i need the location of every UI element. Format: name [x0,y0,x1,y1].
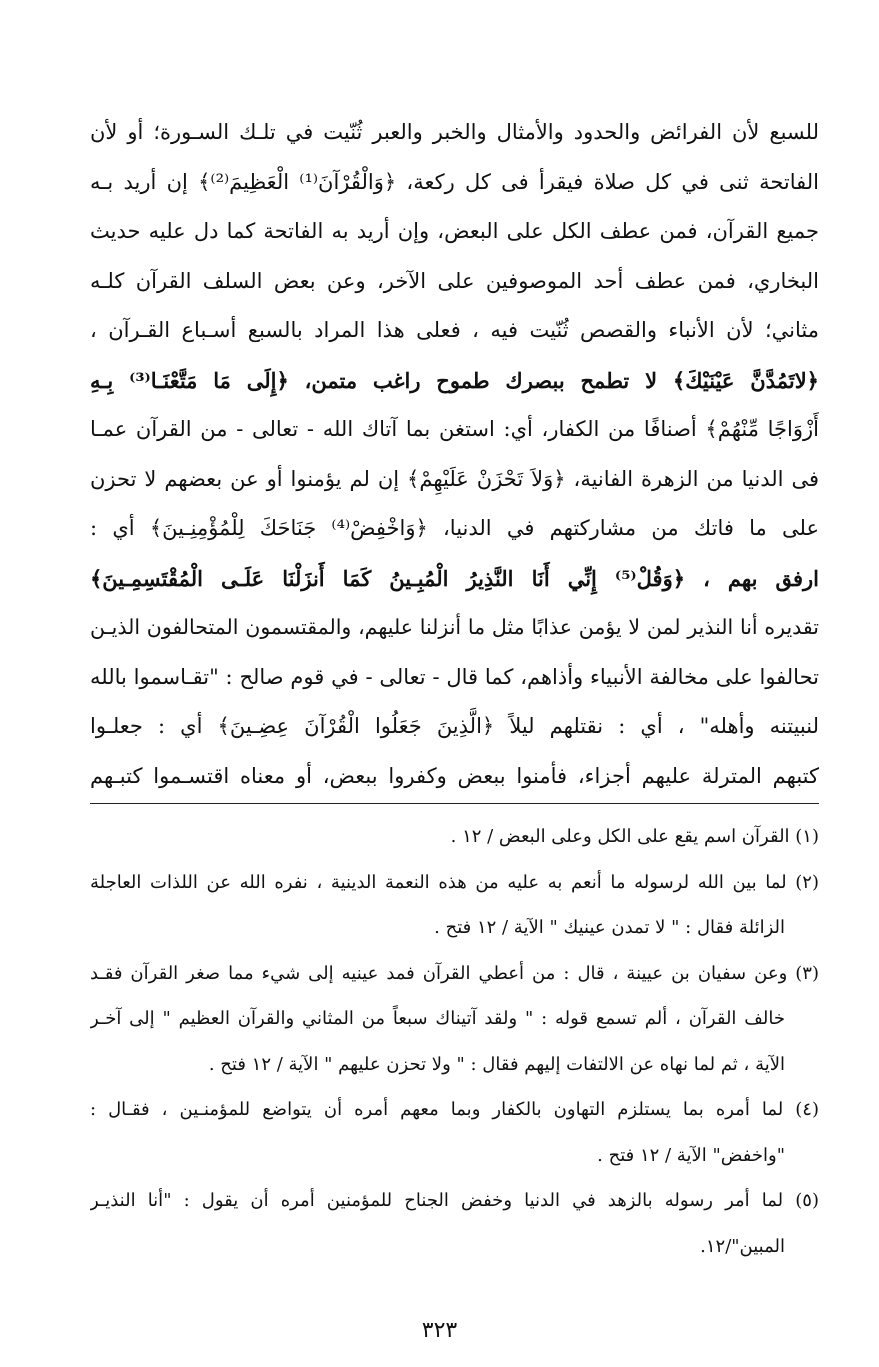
text-line: جميع القرآن، فمن عطف الكل على البعض، وإن أريد به الفاتحة كما دل عليه حديث [90,219,819,243]
text-line: ﴿لاتَمُدَّنَّ عَيْنَيْكَ﴾ لا تطمح ببصرك طموح راغب متمن، ﴿إِلَى مَا مَتَّعْنَـا⁽³⁾ بِـهِ [90,367,819,393]
text-line: ارفق بهم ، ﴿وَقُلْ⁽⁵⁾ إِنِّي أَنَا النَّذِيرُ الْمُبِـينُ كَمَا أَنزَلْنَا عَلَـى الْمُقْتَسِمِـينَ﴾ [90,565,819,591]
footnote-3-continued: خالف القرآن ، ألم تسمع قوله : " ولقد آتيناك سبعاً من المثاني والقرآن العظيم " إلى آخـر [90,1008,785,1029]
text-line: مثاني؛ لأن الأنباء والقصص ثُنّيت فيه ، فعلى هذا المراد بالسبع أسـباع القـرآن ، [90,318,819,342]
text-line: على ما فاتك من مشاركتهم في الدنيا، ﴿وَاخْفِضْ⁽⁴⁾ جَنَاحَكَ لِلْمُؤْمِنِـينَ﴾ أي : [90,516,819,540]
footnote-4: (٤) لما أمره بما يستلزم التهاون بالكفار وبما معهم أمره أن يتواضع للمؤمنـين ، فقـال : [90,1099,819,1120]
text-line: البخاري، فمن عطف أحد الموصوفين على الآخر، وعن بعض السلف القرآن كلـه [90,268,819,293]
footnote-divider [90,803,819,804]
footnote-3-continued: الآية ، ثم لما نهاه عن الالتفات إليهم فقال : " ولا تحزن عليهم " الآية / ١٢ فتح . [208,1053,785,1075]
footnote-2: (٢) لما بين الله لرسوله ما أنعم به عليه من هذه النعمة الدينية ، نفره الله عن اللذات العاجلة [90,871,819,893]
footnote-1: (١) القرآن اسم يقع على الكل وعلى البعض / ١٢ . [450,826,819,847]
footnote-3: (٣) وعن سفيان بن عيينة ، قال : من أعطي القرآن فمد عينيه إلى شيء مما صغر القرآن فقـد [90,962,819,984]
text-line: تحالفوا على مخالفة الأنبياء وأذاهم، كما قال - تعالى - في قوم صالح : "تقـاسموا بالله [90,664,819,689]
text-line: أَزْوَاجًا مِّنْهُمْ﴾ أصنافًا من الكفار، أي: استغن بما آتاك الله - تعالى - من القرآن عمـا [90,417,819,441]
footnotes [90,814,819,1269]
text-line: لنبيتنه وأهله" ، أي : نقتلهم ليلاً ﴿الَّذِينَ جَعَلُوا الْقُرْآنَ عِضِـينَ﴾ أي : جعلـوا [90,714,819,738]
text-line: الفاتحة ثنى في كل صلاة فيقرأ فى كل ركعة، ﴿وَالْقُرْآنَ⁽¹⁾ الْعَظِيمَ⁽²⁾﴾ إن أريد بـه [90,169,819,194]
footnote-4-continued: "واخفض" الآية / ١٢ فتح . [597,1144,785,1166]
footnote-5-continued: المبين"/١٢. [700,1235,785,1257]
footnote-2-continued: الزائلة فقال : " لا تمدن عينيك " الآية / ١٢ فتح . [434,917,785,938]
footnote-5: (٥) لما أمر رسوله بالزهد في الدنيا وخفض الجناح للمؤمنين أمره أن يقول : "أنا النذيـر [90,1190,819,1211]
text-line: تقديره أنا النذير لمن لا يؤمن عذابًا مثل ما أنزلنا عليهم، والمقتسمون المتحالفون الذيـن [90,615,819,639]
text-line: للسبع لأن الفرائض والحدود والأمثال والخبر والعبر ثُنّيت في تلـك السـورة؛ أو لأن [90,120,819,144]
text-line: فى الدنيا من الزهرة الفانية، ﴿وَلاَ تَحْزَنْ عَلَيْهِمْ﴾ إن لم يؤمنوا أو عن بعضهم لا تحزن [90,466,819,491]
text-line: كتبهم المترلة عليهم أجزاء، فأمنوا ببعض وكفروا ببعض، أو معناه اقتسـموا كتبـهم [90,763,819,788]
main-text-body [90,108,819,801]
page-number: ٣٢٣ [421,1318,458,1343]
